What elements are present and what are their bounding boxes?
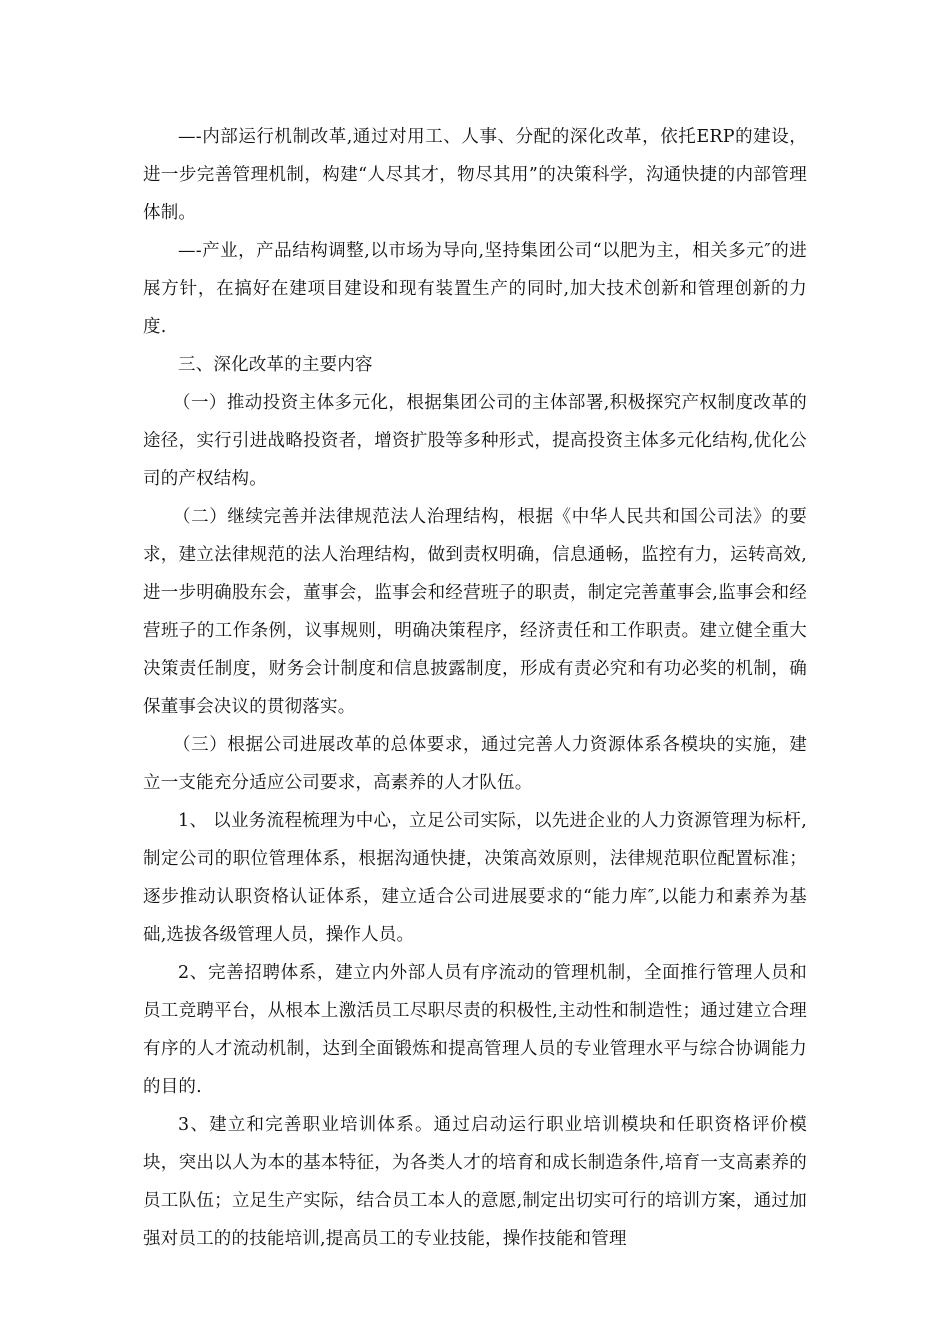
paragraph-industry-structure-adjustment: —-产业，产品结构调整,以市场为导向,坚持集团公司“以肥为主，相关多元″的进展方针，在搞好在建项目建设和现有装置生产的同时,加大技术创新和管理创新的力度. [143,241,807,337]
paragraph-item-2-governance: （二）继续完善并法律规范法人治理结构，根据《中华人民共和国公司法》的要求，建立法律规范的法人治理结构，做到责权明确，信息通畅，监控有力，运转高效,进一步明确股东会，董事会，监事会和经营班子的职责，制定完善董事会,监事会和经营班子的工作条例，议事规则，明确决策程序，经济责任和工作职责。建立健全重大决策责任制度，财务会计制度和信息披露制度，形成有责必究和有功必奖的机制，确保董事会决议的贯彻落实。 [143,507,807,717]
paragraph-item-1-investment: （一）推动投资主体多元化，根据集团公司的主体部署,积极探究产权制度改革的途径，实行引进战略投资者，增资扩股等多种形式，提高投资主体多元化结构,优化公司的产权结构。 [143,393,807,489]
paragraph-subitem-1-position-management: 1、 以业务流程梳理为中心，立足公司实际，以先进企业的人力资源管理为标杆,制定公司的职位管理体系，根据沟通快捷，决策高效原则，法律规范职位配置标准；逐步推动认职资格认证体系，建立适合公司进展要求的“能力库″,以能力和素养为基础,选拔各级管理人员，操作人员。 [143,811,807,945]
paragraph-internal-mechanism-reform: —-内部运行机制改革,通过对用工、人事、分配的深化改革，依托ERP的建设，进一步完善管理机制，构建“人尽其才，物尽其用”的决策科学，沟通快捷的内部管理体制。 [143,127,807,223]
section-heading-main-contents: 三、深化改革的主要内容 [178,355,373,375]
paragraph-item-3-hr-system: （三）根据公司进展改革的总体要求，通过完善人力资源体系各模块的实施，建立一支能充分适应公司要求，高素养的人才队伍。 [143,735,807,793]
paragraph-subitem-3-training: 3、建立和完善职业培训体系。通过启动运行职业培训模块和任职资格评价模块，突出以人为本的基本特征，为各类人才的培育和成长制造条件,培育一支高素养的员工队伍；立足生产实际，结合员工本人的意愿,制定出切实可行的培训方案，通过加强对员工的的技能培训,提高员工的专业技能，操作技能和管理 [143,1115,807,1249]
paragraph-subitem-2-recruitment: 2、完善招聘体系，建立内外部人员有序流动的管理机制，全面推行管理人员和员工竞聘平台，从根本上激活员工尽职尽责的积极性,主动性和制造性；通过建立合理有序的人才流动机制，达到全面锻炼和提高管理人员的专业管理水平与综合协调能力的目的. [143,963,807,1097]
